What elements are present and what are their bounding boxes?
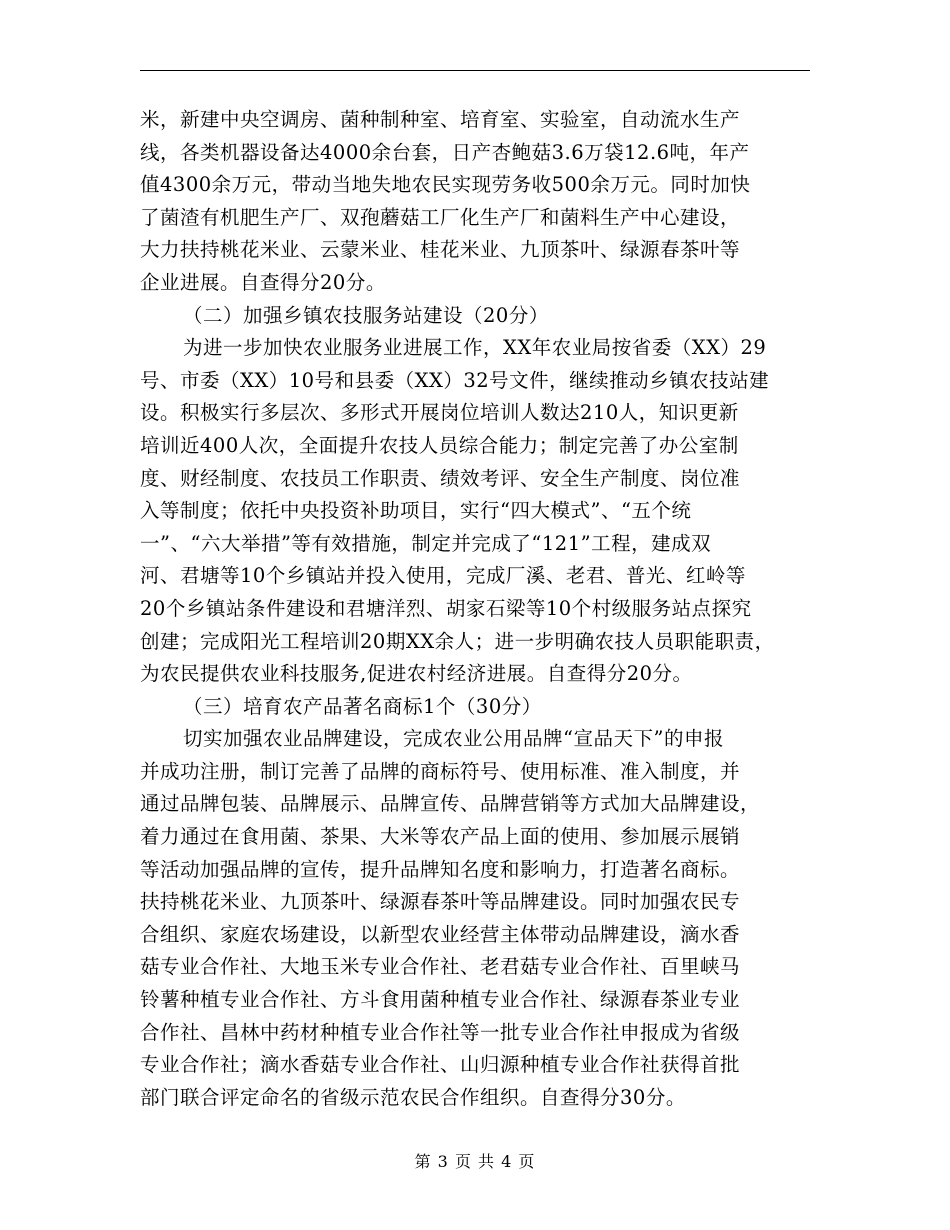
page-number-footer: 第 3 页 共 4 页	[414, 1152, 536, 1171]
text-line: 米，新建中央空调房、菌种制种室、培育室、实验室，自动流水生产	[140, 108, 741, 131]
text-line: 20个乡镇站条件建设和君塘洋烈、胡家石梁等10个村级服务站点探究	[140, 596, 752, 620]
text-line: 铃薯种植专业合作社、方斗食用菌种植专业合作社、绿源春茶业专业	[140, 988, 741, 1012]
text-line: 为农民提供农业科技服务,促进农村经济进展。自查得分20分。	[140, 662, 693, 686]
text-line: 合作社、昌林中药材种植专业合作社等一批专业合作社申报成为省级	[140, 1020, 741, 1044]
text-line: 创建；完成阳光工程培训20期XX余人；进一步明确农技人员职能职责，	[140, 629, 775, 653]
text-line: 着力通过在食用菌、茶果、大米等农产品上面的使用、参加展示展销	[140, 825, 741, 849]
text-line: 度、财经制度、农技员工作职责、绩效考评、安全生产制度、岗位准	[140, 466, 741, 490]
text-line: 了菌渣有机肥生产厂、双孢蘑菇工厂化生产厂和菌料生产中心建设，	[140, 205, 741, 229]
text-line: 专业合作社；滴水香菇专业合作社、山归源种植专业合作社获得首批	[140, 1053, 741, 1077]
text-line: 设。积极实行多层次、多形式开展岗位培训人数达210人，知识更新	[140, 401, 739, 425]
text-line: 值4300余万元，带动当地失地农民实现劳务收500余万元。同时加快	[140, 173, 751, 197]
header-rule	[140, 70, 810, 71]
text-line: 为进一步加快农业服务业进展工作，XX年农业局按省委（XX）29	[183, 336, 767, 360]
text-line: 并成功注册，制订完善了品牌的商标符号、使用标准、准入制度，并	[140, 759, 741, 783]
text-line: 号、市委（XX）10号和县委（XX）32号文件，继续推动乡镇农技站建	[140, 368, 770, 392]
text-line: 企业进展。自查得分20分。	[140, 270, 386, 294]
section-heading: （三）培育农产品著名商标1个（30分）	[183, 694, 542, 718]
text-line: 入等制度；依托中央投资补助项目，实行“四大模式”、“五个统	[140, 499, 692, 523]
body-text	[140, 104, 830, 1114]
text-line: 河、君塘等10个乡镇站并投入使用，完成厂溪、老君、普光、红岭等	[140, 564, 746, 588]
text-line: 等活动加强品牌的宣传，提升品牌知名度和影响力，打造著名商标。	[140, 857, 741, 881]
text-line: 合组织、家庭农场建设，以新型农业经营主体带动品牌建设，滴水香	[140, 922, 741, 946]
text-line: 培训近400人次，全面提升农技人员综合能力；制定完善了办公室制	[140, 433, 739, 457]
text-line: 扶持桃花米业、九顶茶叶、绿源春茶叶等品牌建设。同时加强农民专	[140, 890, 741, 914]
section-heading: （二）加强乡镇农技服务站建设（20分）	[183, 303, 549, 327]
text-line: 一”、“六大举措”等有效措施，制定并完成了“121”工程，建成双	[140, 531, 712, 555]
text-line: 线，各类机器设备达4000余台套，日产杏鲍菇3.6万袋12.6吨，年产	[140, 140, 750, 164]
text-line: 切实加强农业品牌建设，完成农业公用品牌“宣品天下”的申报	[183, 727, 724, 751]
text-line: 大力扶持桃花米业、云蒙米业、桂花米业、九顶茶叶、绿源春茶叶等	[140, 238, 741, 262]
text-line: 通过品牌包装、品牌展示、品牌宣传、品牌营销等方式加大品牌建设，	[140, 792, 761, 816]
text-line: 部门联合评定命名的省级示范农民合作组织。自查得分30分。	[140, 1085, 686, 1109]
text-line: 菇专业合作社、大地玉米专业合作社、老君菇专业合作社、百里峡马	[140, 955, 741, 979]
